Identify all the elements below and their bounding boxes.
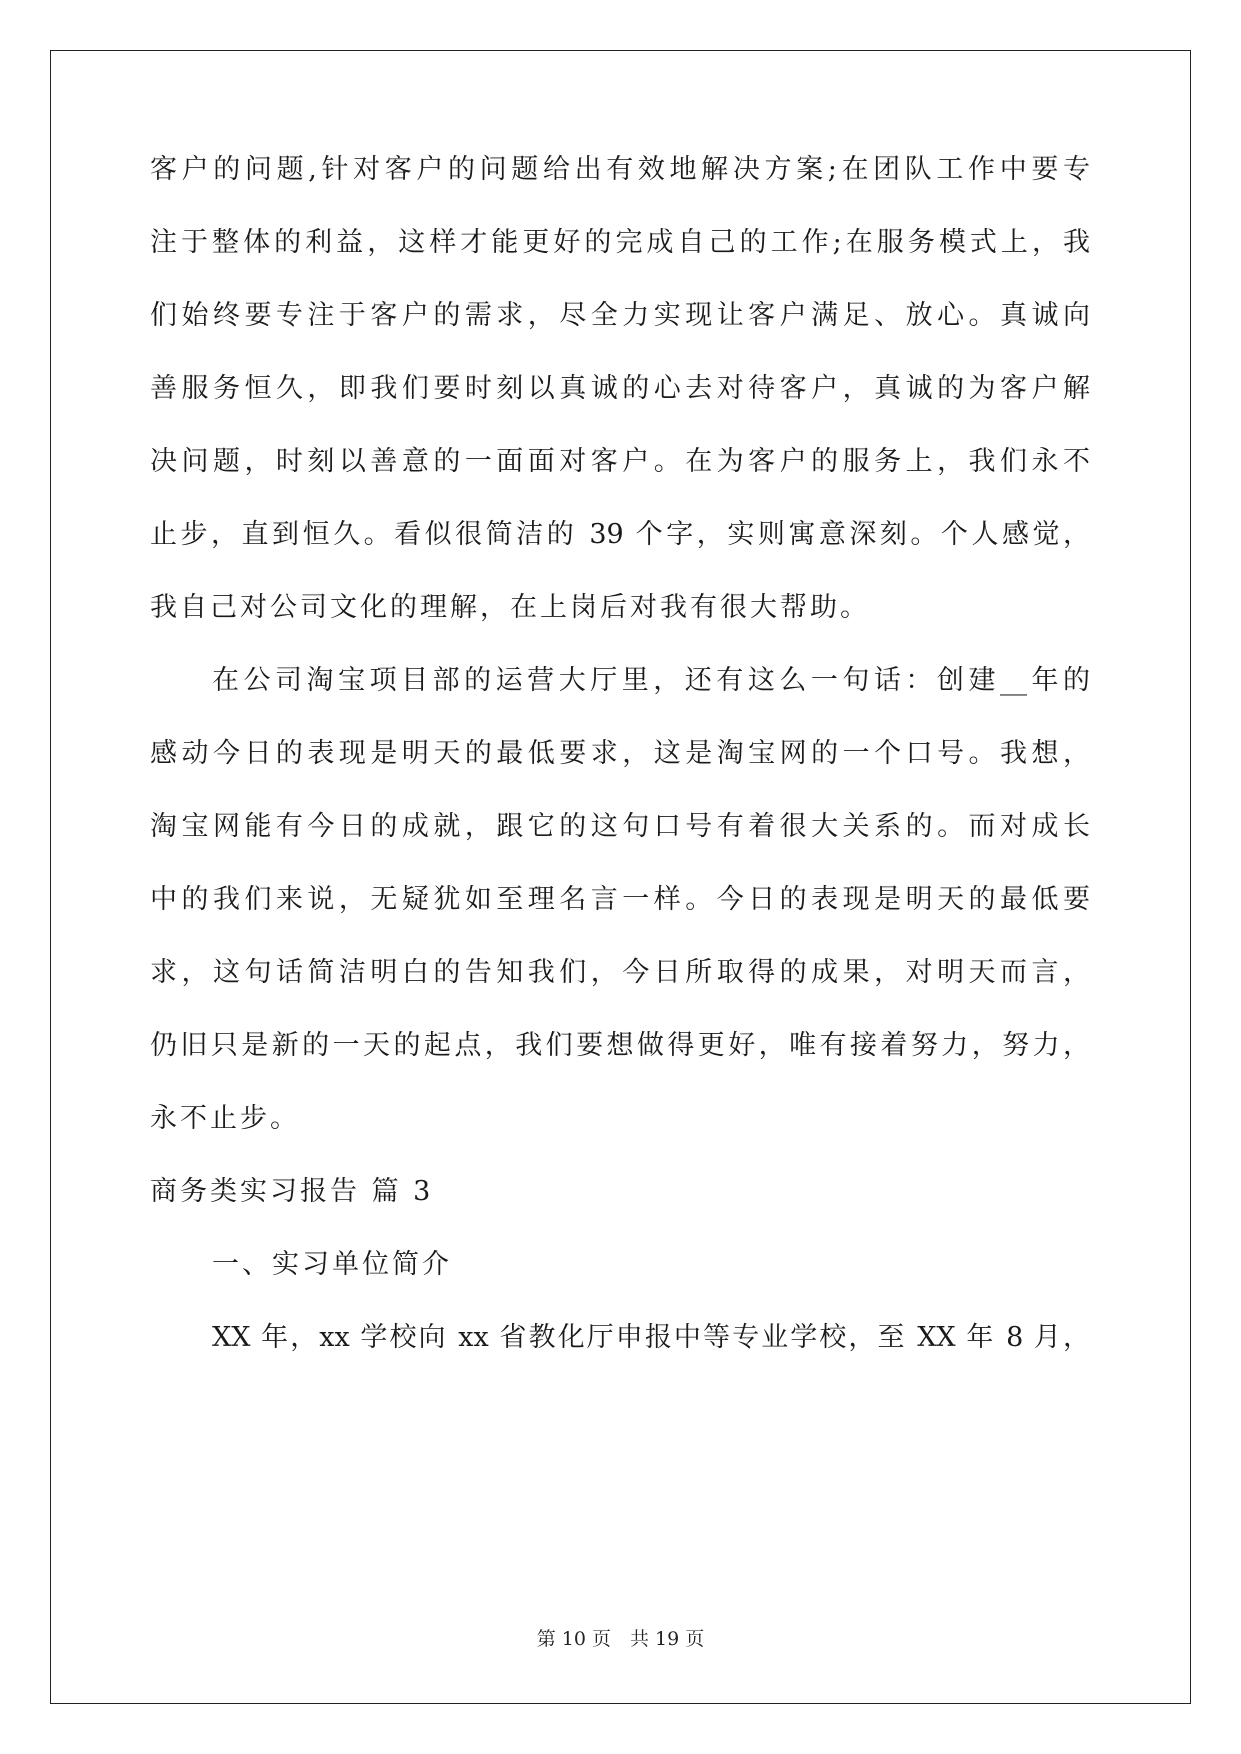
page-number-footer: 第 10 页 共 19 页 <box>536 1628 705 1650</box>
paragraph-line: 感动今日的表现是明天的最低要求，这是淘宝网的一个口号。我想， <box>150 738 1090 769</box>
paragraph-line: 在公司淘宝项目部的运营大厅里，还有这么一句话：创建__年的 <box>212 665 1090 696</box>
paragraph-line: 求，这句话简洁明白的告知我们，今日所取得的成果，对明天而言， <box>150 957 1090 988</box>
paragraph-line: 止步，直到恒久。看似很简洁的 39 个字，实则寓意深刻。个人感觉， <box>150 519 1090 550</box>
paragraph-line: 淘宝网能有今日的成就，跟它的这句口号有着很大关系的。而对成长 <box>150 811 1090 842</box>
paragraph-line: XX 年，xx 学校向 xx 省教化厅申报中等专业学校，至 XX 年 8 月， <box>212 1322 1090 1353</box>
paragraph-line: 我自己对公司文化的理解，在上岗后对我有很大帮助。 <box>150 592 870 623</box>
paragraph-line: 善服务恒久，即我们要时刻以真诚的心去对待客户，真诚的为客户解 <box>150 373 1090 404</box>
paragraph-line: 中的我们来说，无疑犹如至理名言一样。今日的表现是明天的最低要 <box>150 884 1090 915</box>
paragraph-line: 注于整体的利益，这样才能更好的完成自己的工作;在服务模式上，我 <box>150 227 1090 258</box>
paragraph-line: 仍旧只是新的一天的起点，我们要想做得更好，唯有接着努力，努力， <box>150 1030 1090 1061</box>
section-heading: 商务类实习报告 篇 3 <box>150 1176 434 1207</box>
paragraph-line: 客户的问题,针对客户的问题给出有效地解决方案;在团队工作中要专 <box>150 154 1090 185</box>
subsection-heading: 一、实习单位简介 <box>212 1249 452 1280</box>
paragraph-line: 决问题，时刻以善意的一面面对客户。在为客户的服务上，我们永不 <box>150 446 1090 477</box>
paragraph-line: 们始终要专注于客户的需求，尽全力实现让客户满足、放心。真诚向 <box>150 300 1090 331</box>
paragraph-line: 永不止步。 <box>150 1103 300 1134</box>
